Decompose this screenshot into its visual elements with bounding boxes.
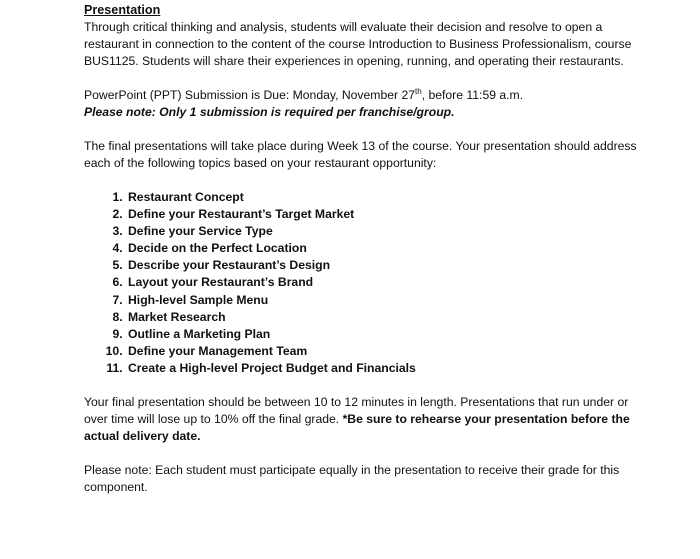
presentation-length-paragraph bbox=[84, 394, 644, 445]
submission-due-line bbox=[84, 87, 644, 104]
list-item: 8. Market Research bbox=[126, 309, 644, 326]
section-heading: Presentation bbox=[84, 3, 161, 17]
list-item: 2. Define your Restaurant’s Target Market bbox=[126, 206, 644, 223]
list-item: 3. Define your Service Type bbox=[126, 223, 644, 240]
intro-paragraph: Through critical thinking and analysis, students will evaluate their decision and resolve to open a restaurant in connection to the content of the course Introduction to Business Professionalism, course BUS1125. Students will share their experiences in opening, running, and operating their restaurants. bbox=[84, 20, 632, 68]
presentation-length-text: Your final presentation should be between 10 to 12 minutes in length. Presentations that run under or over time will lose up to 10% off the final grade. bbox=[84, 395, 629, 427]
list-item: 5. Describe your Restaurant’s Design bbox=[126, 257, 644, 274]
list-item: 4. Decide on the Perfect Location bbox=[126, 240, 644, 257]
list-item: 10. Define your Management Team bbox=[126, 343, 644, 360]
list-item: 11. Create a High-level Project Budget and Financials bbox=[126, 360, 644, 377]
date-ordinal-suffix: th bbox=[415, 86, 422, 96]
rehearse-reminder: *Be sure to rehearse your presentation before the actual delivery date. bbox=[84, 412, 630, 444]
assignment-document bbox=[84, 2, 644, 496]
submission-due-text: PowerPoint (PPT) Submission is Due: Monday, November 27 bbox=[84, 88, 416, 102]
final-presentation-intro: The final presentations will take place during Week 13 of the course. Your presentation should address each of the following topics based on your restaurant opportunity: bbox=[84, 139, 637, 170]
submission-due-time: , before 11:59 a.m. bbox=[421, 88, 524, 102]
submission-note: Please note: Only 1 submission is required per franchise/group. bbox=[84, 105, 455, 119]
list-item: 9. Outline a Marketing Plan bbox=[126, 326, 644, 343]
topics-list bbox=[84, 189, 644, 377]
list-item: 6. Layout your Restaurant’s Brand bbox=[126, 274, 644, 291]
list-item: 7. High-level Sample Menu bbox=[126, 292, 644, 309]
participation-note: Please note: Each student must participate equally in the presentation to receive their grade for this component. bbox=[84, 463, 620, 495]
list-item: 1. Restaurant Concept bbox=[126, 189, 644, 206]
